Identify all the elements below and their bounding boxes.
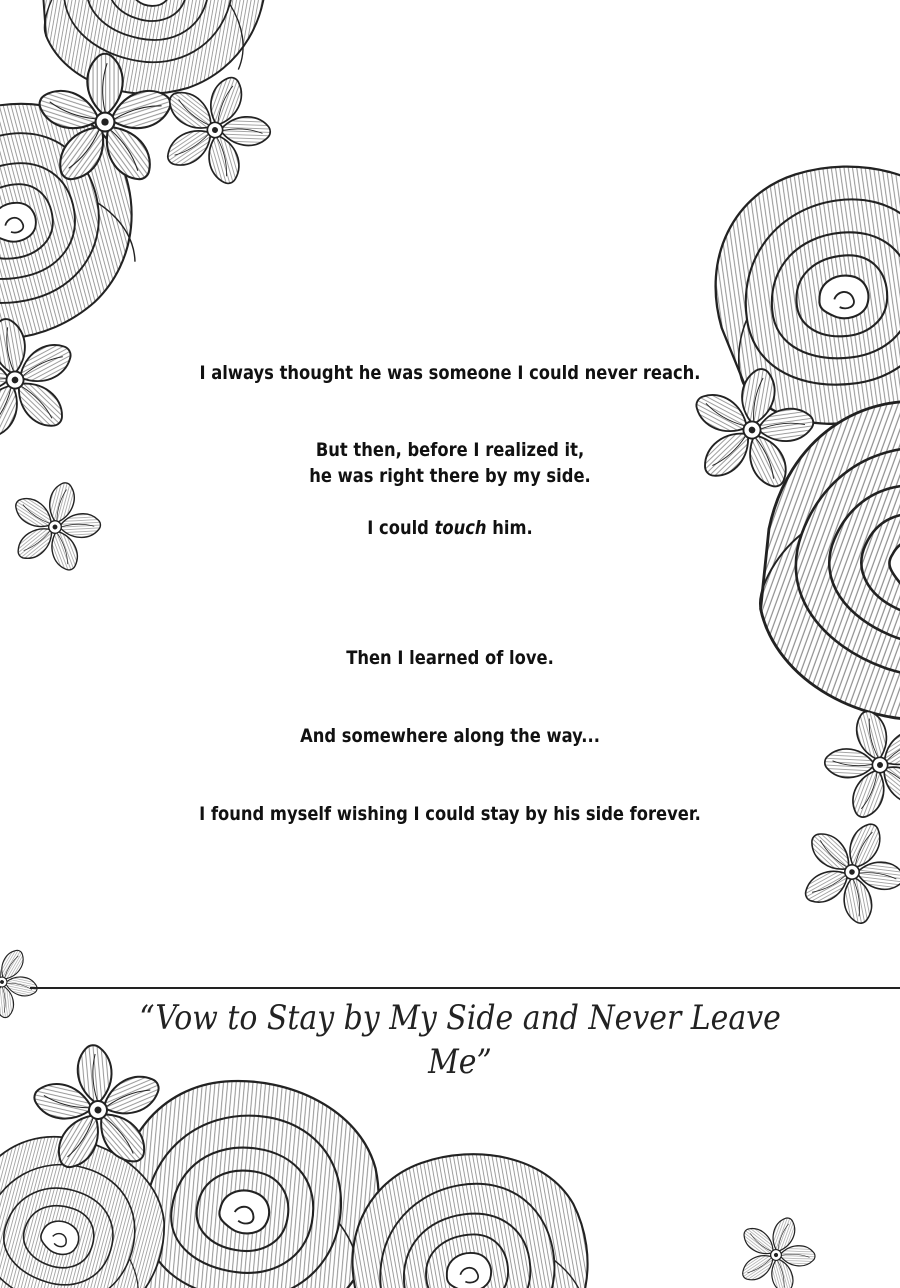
title-divider <box>30 987 900 989</box>
poem-line-4 <box>192 515 708 541</box>
poem-line-6: And somewhere along the way... <box>300 725 600 747</box>
flower-icon <box>0 471 112 581</box>
flower-icon <box>725 1205 827 1288</box>
poem-line-4-start: I could <box>367 517 435 539</box>
flower-icon <box>0 933 52 1031</box>
poem-line-3: he was right there by my side. <box>309 465 591 487</box>
poem-line-5: Then I learned of love. <box>346 647 554 669</box>
poem-emphasis: touch <box>434 517 487 539</box>
rose-icon <box>700 149 900 438</box>
flower-icon <box>782 802 900 940</box>
poem-line-4-end: him. <box>486 517 533 539</box>
poem-line-2: But then, before I realized it, <box>315 439 585 461</box>
chapter-title: “Vow to Stay by My Side and Never Leave Me” <box>139 998 781 1082</box>
poem-line-1: I always thought he was someone I could never reach. <box>199 362 701 384</box>
poem-line-7: I found myself wishing I could stay by his side forever. <box>199 803 701 825</box>
rose-icon <box>335 1135 607 1288</box>
